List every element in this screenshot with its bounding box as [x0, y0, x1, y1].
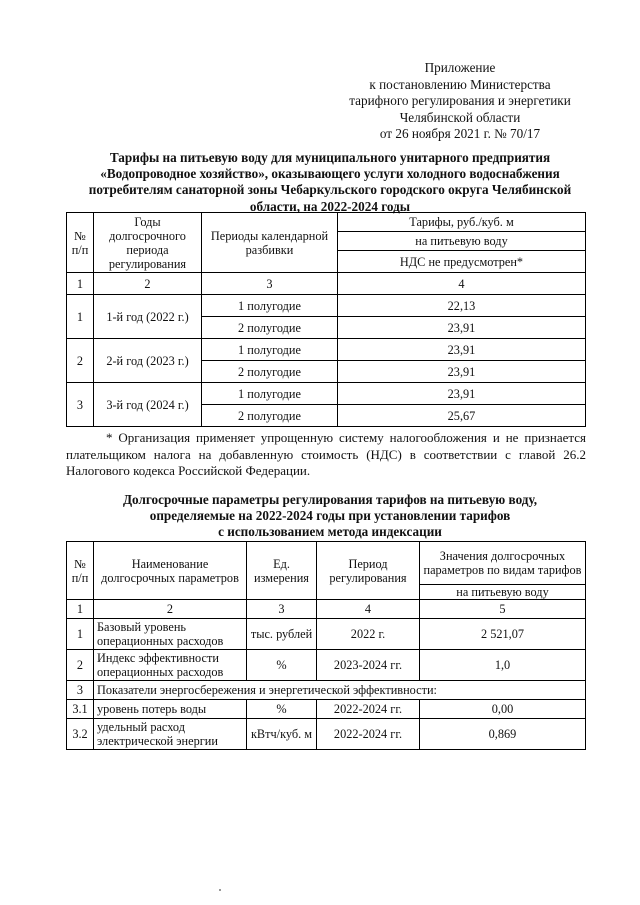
row-value: 23,91: [338, 317, 586, 339]
row-value: 0,00: [420, 700, 586, 719]
row-param-name: Индекс эффективности операционных расходов: [94, 650, 247, 681]
header-name: Наименование долгосрочных параметров: [94, 542, 247, 600]
header-values: Значения долгосрочных параметров по видам тарифов: [420, 542, 586, 585]
tariffs-table: [66, 212, 586, 427]
row-period: 1 полугодие: [202, 339, 338, 361]
header-periods: Периоды календарной разбивки: [202, 213, 338, 273]
col-number: 4: [338, 273, 586, 295]
header-num: № п/п: [67, 542, 94, 600]
title-line: определяемые на 2022-2024 годы при установлении тарифов: [149, 508, 511, 524]
col-number: 4: [317, 600, 420, 619]
row-unit: кВтч/куб. м: [247, 719, 317, 750]
row-num: 2: [67, 339, 94, 383]
row-period: 2022-2024 гг.: [317, 719, 420, 750]
row-year: 2-й год (2023 г.): [94, 339, 202, 383]
header-tariffs: Тарифы, руб./куб. м: [338, 213, 586, 232]
row-num: 1: [67, 295, 94, 339]
appendix-line: тарифного регулирования и энергетики: [349, 93, 571, 108]
row-param-name: уровень потерь воды: [94, 700, 247, 719]
appendix-line: к постановлению Министерства: [369, 76, 551, 92]
page-speck: [219, 889, 221, 891]
col-number: 2: [94, 600, 247, 619]
appendix-header: [330, 60, 590, 143]
title-line: Долгосрочные параметры регулирования тарифов на питьевую воду,: [122, 492, 538, 507]
footnote-text: * Организация применяет упрощенную систему налогообложения и не признается плательщиком налога на добавленную стоимость (НДС) в соответствии с главой 26.2 Налогового кодекса Российской Федерации.: [66, 430, 586, 478]
col-number: 1: [67, 600, 94, 619]
row-section-heading: Показатели энергосбережения и энергетической эффективности:: [94, 681, 586, 700]
row-value: 1,0: [420, 650, 586, 681]
row-year: 3-й год (2024 г.): [94, 383, 202, 427]
header-vat: НДС не предусмотрен*: [338, 251, 586, 273]
row-num: 3: [67, 383, 94, 427]
row-num: 2: [67, 650, 94, 681]
row-period: 2 полугодие: [202, 317, 338, 339]
row-value: 23,91: [338, 339, 586, 361]
parameters-title: [60, 492, 600, 541]
row-period: 1 полугодие: [202, 383, 338, 405]
row-value: 22,13: [338, 295, 586, 317]
row-value: 25,67: [338, 405, 586, 427]
title-line: потребителям санаторной зоны Чебаркульского городского округа Челябинской: [88, 182, 572, 198]
row-num: 1: [67, 619, 94, 650]
header-drinking: на питьевую воду: [338, 232, 586, 251]
header-num: № п/п: [67, 213, 94, 273]
row-year: 1-й год (2022 г.): [94, 295, 202, 339]
row-value: 23,91: [338, 361, 586, 383]
title-line: «Водопроводное хозяйство», оказывающего услуги холодного водоснабжения: [100, 166, 560, 182]
row-unit: %: [247, 650, 317, 681]
col-number: 2: [94, 273, 202, 295]
row-unit: тыс. рублей: [247, 619, 317, 650]
header-unit: Ед. измерения: [247, 542, 317, 600]
row-value: 2 521,07: [420, 619, 586, 650]
row-period: 2022-2024 гг.: [317, 700, 420, 719]
row-period: 2023-2024 гг.: [317, 650, 420, 681]
row-num: 3.2: [67, 719, 94, 750]
col-number: 5: [420, 600, 586, 619]
row-period: 1 полугодие: [202, 295, 338, 317]
title-line: Тарифы на питьевую воду для муниципального унитарного предприятия: [109, 150, 551, 165]
row-period: 2 полугодие: [202, 405, 338, 427]
header-years: Годы долгосрочного периода регулирования: [94, 213, 202, 273]
row-value: 0,869: [420, 719, 586, 750]
row-param-name: удельный расход электрической энергии: [94, 719, 247, 750]
row-value: 23,91: [338, 383, 586, 405]
row-num: 3: [67, 681, 94, 700]
col-number: 3: [202, 273, 338, 295]
vat-footnote: [66, 430, 586, 480]
header-drinking: на питьевую воду: [420, 585, 586, 600]
appendix-line: Приложение: [424, 60, 496, 75]
col-number: 3: [247, 600, 317, 619]
row-num: 3.1: [67, 700, 94, 719]
tariffs-title: [60, 150, 600, 215]
row-period: 2 полугодие: [202, 361, 338, 383]
title-line: области, на 2022-2024 годы: [249, 198, 411, 214]
row-unit: %: [247, 700, 317, 719]
row-param-name: Базовый уровень операционных расходов: [94, 619, 247, 650]
appendix-line: Челябинской области: [399, 109, 521, 125]
parameters-table: [66, 541, 586, 750]
row-period: 2022 г.: [317, 619, 420, 650]
appendix-line: от 26 ноября 2021 г. № 70/17: [379, 126, 541, 141]
title-line: с использованием метода индексации: [218, 524, 442, 540]
header-period: Период регулирования: [317, 542, 420, 600]
col-number: 1: [67, 273, 94, 295]
